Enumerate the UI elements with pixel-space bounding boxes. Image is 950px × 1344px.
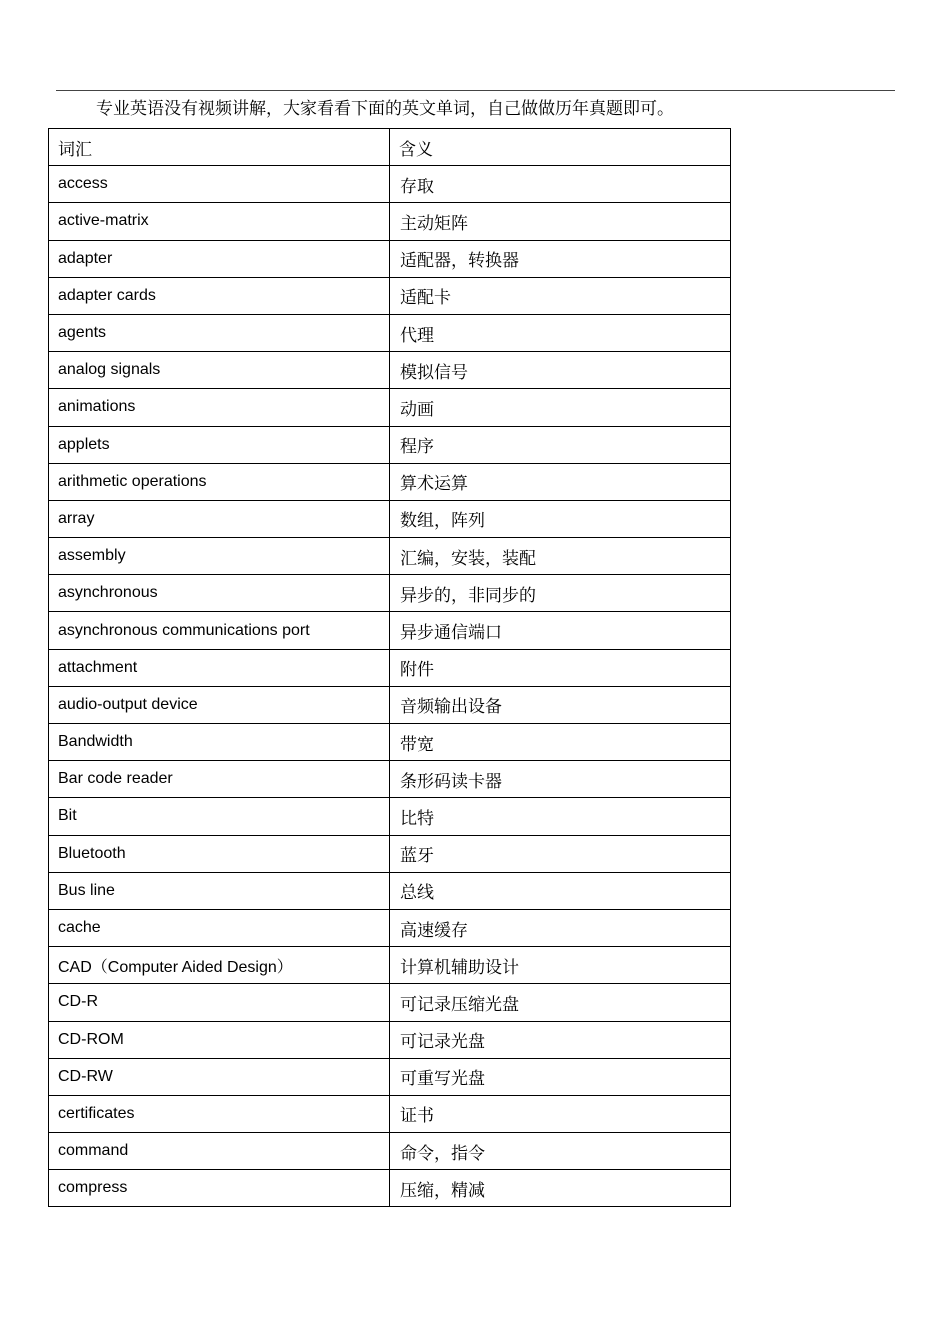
meaning-cell: 存取 <box>390 166 731 203</box>
meaning-cell: 主动矩阵 <box>390 203 731 240</box>
meaning-cell: 比特 <box>390 798 731 835</box>
header-term: 词汇 <box>49 129 390 166</box>
table-row <box>49 612 731 649</box>
table-row <box>49 724 731 761</box>
header-rule <box>56 90 895 91</box>
meaning-cell: 数组，阵列 <box>390 500 731 537</box>
meaning-cell: 异步通信端口 <box>390 612 731 649</box>
meaning-cell: 带宽 <box>390 724 731 761</box>
table-row <box>49 686 731 723</box>
term-cell: asynchronous <box>49 575 390 612</box>
term-cell: adapter cards <box>49 277 390 314</box>
meaning-cell: 总线 <box>390 872 731 909</box>
table-row <box>49 575 731 612</box>
meaning-cell: 模拟信号 <box>390 352 731 389</box>
term-cell: assembly <box>49 538 390 575</box>
meaning-cell: 算术运算 <box>390 463 731 500</box>
table-row <box>49 835 731 872</box>
table-row <box>49 984 731 1021</box>
term-cell: command <box>49 1133 390 1170</box>
table-header-row <box>49 129 731 166</box>
table-row <box>49 947 731 984</box>
term-cell: Bus line <box>49 872 390 909</box>
meaning-cell: 音频输出设备 <box>390 686 731 723</box>
table-row <box>49 1021 731 1058</box>
term-cell: array <box>49 500 390 537</box>
table-row <box>49 314 731 351</box>
term-cell: cache <box>49 909 390 946</box>
meaning-cell: 适配卡 <box>390 277 731 314</box>
meaning-cell: 命令，指令 <box>390 1133 731 1170</box>
table-row <box>49 1058 731 1095</box>
table-row <box>49 352 731 389</box>
term-cell: attachment <box>49 649 390 686</box>
term-cell: Bar code reader <box>49 761 390 798</box>
term-cell: CD-ROM <box>49 1021 390 1058</box>
meaning-cell: 附件 <box>390 649 731 686</box>
meaning-cell: 条形码读卡器 <box>390 761 731 798</box>
table-row <box>49 1133 731 1170</box>
term-cell: audio-output device <box>49 686 390 723</box>
term-cell: Bluetooth <box>49 835 390 872</box>
term-cell: adapter <box>49 240 390 277</box>
table-row <box>49 277 731 314</box>
meaning-cell: 证书 <box>390 1095 731 1132</box>
table-row <box>49 649 731 686</box>
meaning-cell: 可记录光盘 <box>390 1021 731 1058</box>
table-row <box>49 761 731 798</box>
table-row <box>49 463 731 500</box>
meaning-cell: 适配器，转换器 <box>390 240 731 277</box>
table-row <box>49 872 731 909</box>
table-row <box>49 798 731 835</box>
meaning-cell: 代理 <box>390 314 731 351</box>
table-row <box>49 203 731 240</box>
table-row <box>49 389 731 426</box>
meaning-cell: 异步的，非同步的 <box>390 575 731 612</box>
term-cell: access <box>49 166 390 203</box>
meaning-cell: 程序 <box>390 426 731 463</box>
intro-paragraph: 专业英语没有视频讲解，大家看看下面的英文单词，自己做做历年真题即可。 <box>96 99 674 119</box>
term-cell: agents <box>49 314 390 351</box>
meaning-cell: 可重写光盘 <box>390 1058 731 1095</box>
term-cell: Bit <box>49 798 390 835</box>
meaning-cell: 计算机辅助设计 <box>390 947 731 984</box>
table-row <box>49 240 731 277</box>
term-cell: applets <box>49 426 390 463</box>
meaning-cell: 汇编，安装，装配 <box>390 538 731 575</box>
meaning-cell: 压缩，精减 <box>390 1170 731 1207</box>
vocabulary-table <box>48 128 731 1207</box>
term-cell: Bandwidth <box>49 724 390 761</box>
header-meaning: 含义 <box>390 129 731 166</box>
term-cell: animations <box>49 389 390 426</box>
term-cell: active-matrix <box>49 203 390 240</box>
table-row <box>49 1170 731 1207</box>
term-cell: CD-R <box>49 984 390 1021</box>
table-row <box>49 538 731 575</box>
term-cell: certificates <box>49 1095 390 1132</box>
meaning-cell: 高速缓存 <box>390 909 731 946</box>
term-cell: CAD（Computer Aided Design） <box>49 947 390 984</box>
table-row <box>49 166 731 203</box>
term-cell: asynchronous communications port <box>49 612 390 649</box>
table-row <box>49 500 731 537</box>
meaning-cell: 可记录压缩光盘 <box>390 984 731 1021</box>
term-cell: CD-RW <box>49 1058 390 1095</box>
term-cell: compress <box>49 1170 390 1207</box>
table-row <box>49 426 731 463</box>
term-cell: analog signals <box>49 352 390 389</box>
meaning-cell: 动画 <box>390 389 731 426</box>
term-cell: arithmetic operations <box>49 463 390 500</box>
table-row <box>49 909 731 946</box>
meaning-cell: 蓝牙 <box>390 835 731 872</box>
table-row <box>49 1095 731 1132</box>
